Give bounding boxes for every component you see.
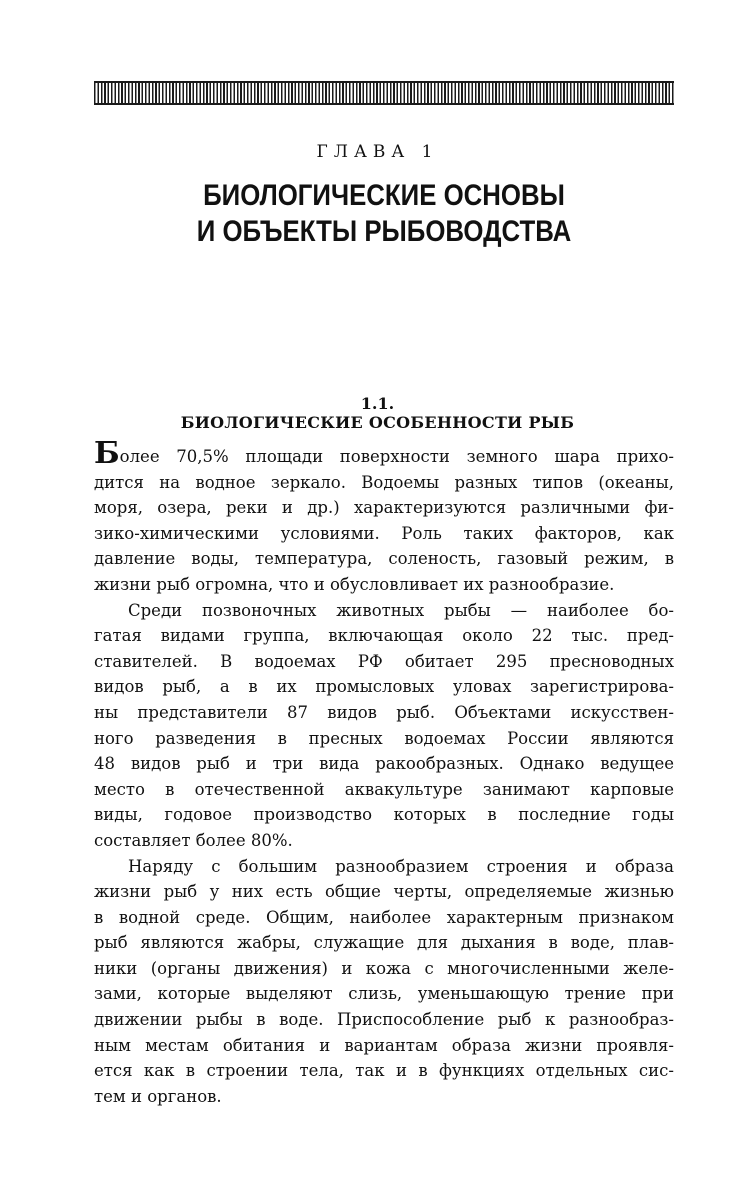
chapter-title-line: БИОЛОГИЧЕСКИЕ ОСНОВЫ [203, 179, 565, 212]
text-line: видов рыб, а в их промысловых уловах зарегистрирова- [94, 677, 674, 697]
text-line: ны представители 87 видов рыб. Объектами искусствен- [94, 702, 674, 722]
text-line: рыб являются жабры, служащие для дыхания в воде, плав- [94, 933, 674, 953]
text-line: зико-химическими условиями. Роль таких факторов, как [94, 523, 674, 543]
text-line: жизни рыб огромна, что и обусловливает их разнообразие. [94, 574, 615, 594]
text-line: ного разведения в пресных водоемах России являются [94, 728, 674, 748]
section-title: БИОЛОГИЧЕСКИЕ ОСОБЕННОСТИ РЫБ [180, 413, 575, 432]
paragraph [94, 598, 674, 854]
decorative-header-rule [94, 82, 674, 104]
section-number: 1.1. [360, 394, 395, 413]
chapter-title [135, 178, 634, 250]
text-line: моря, озера, реки и др.) характеризуются различными фи- [94, 498, 674, 518]
text-line: гатая видами группа, включающая около 22 тыс. пред- [94, 626, 674, 646]
text-line-content: олее 70,5% площади поверхности земного шара прихо- [119, 447, 674, 466]
chapter-title-line: И ОБЪЕКТЫ РЫБОВОДСТВА [196, 215, 572, 248]
text-line: составляет более 80%. [94, 830, 293, 850]
text-line: ным местам обитания и вариантам образа жизни проявля- [94, 1035, 674, 1055]
chapter-label: ГЛАВА 1 [316, 142, 439, 162]
text-line: Наряду с большим разнообразием строения и образа [128, 856, 674, 876]
text-line: давление воды, температура, соленость, газовый режим, в [94, 549, 674, 569]
text-line: 48 видов рыб и три вида ракообразных. Однако ведущее [94, 754, 674, 774]
text-line: виды, годовое производство которых в последние годы [94, 805, 674, 825]
text-line: дится на водное зеркало. Водоемы разных типов (океаны, [94, 472, 674, 492]
drop-cap: Б [94, 436, 120, 471]
paragraph [94, 854, 674, 1110]
text-line: движении рыбы в воде. Приспособление рыб к разнообраз- [94, 1010, 674, 1030]
text-line: ники (органы движения) и кожа с многочисленными желе- [94, 958, 674, 978]
text-line: в водной среде. Общим, наиболее характерным признаком [94, 907, 674, 927]
text-line: тем и органов. [94, 1086, 222, 1106]
text-line: Среди позвоночных животных рыбы — наиболее бо- [128, 600, 674, 620]
text-line [94, 436, 674, 471]
paragraph [94, 436, 674, 598]
text-line: место в отечественной аквакультуре занимают карповые [94, 779, 674, 799]
text-line: зами, которые выделяют слизь, уменьшающую трение при [94, 984, 674, 1004]
text-line: ставителей. В водоемах РФ обитает 295 пресноводных [94, 651, 674, 671]
body-text [94, 436, 674, 1109]
text-line: жизни рыб у них есть общие черты, определяемые жизнью [94, 882, 674, 902]
text-line: ется как в строении тела, так и в функциях отдельных сис- [94, 1061, 674, 1081]
